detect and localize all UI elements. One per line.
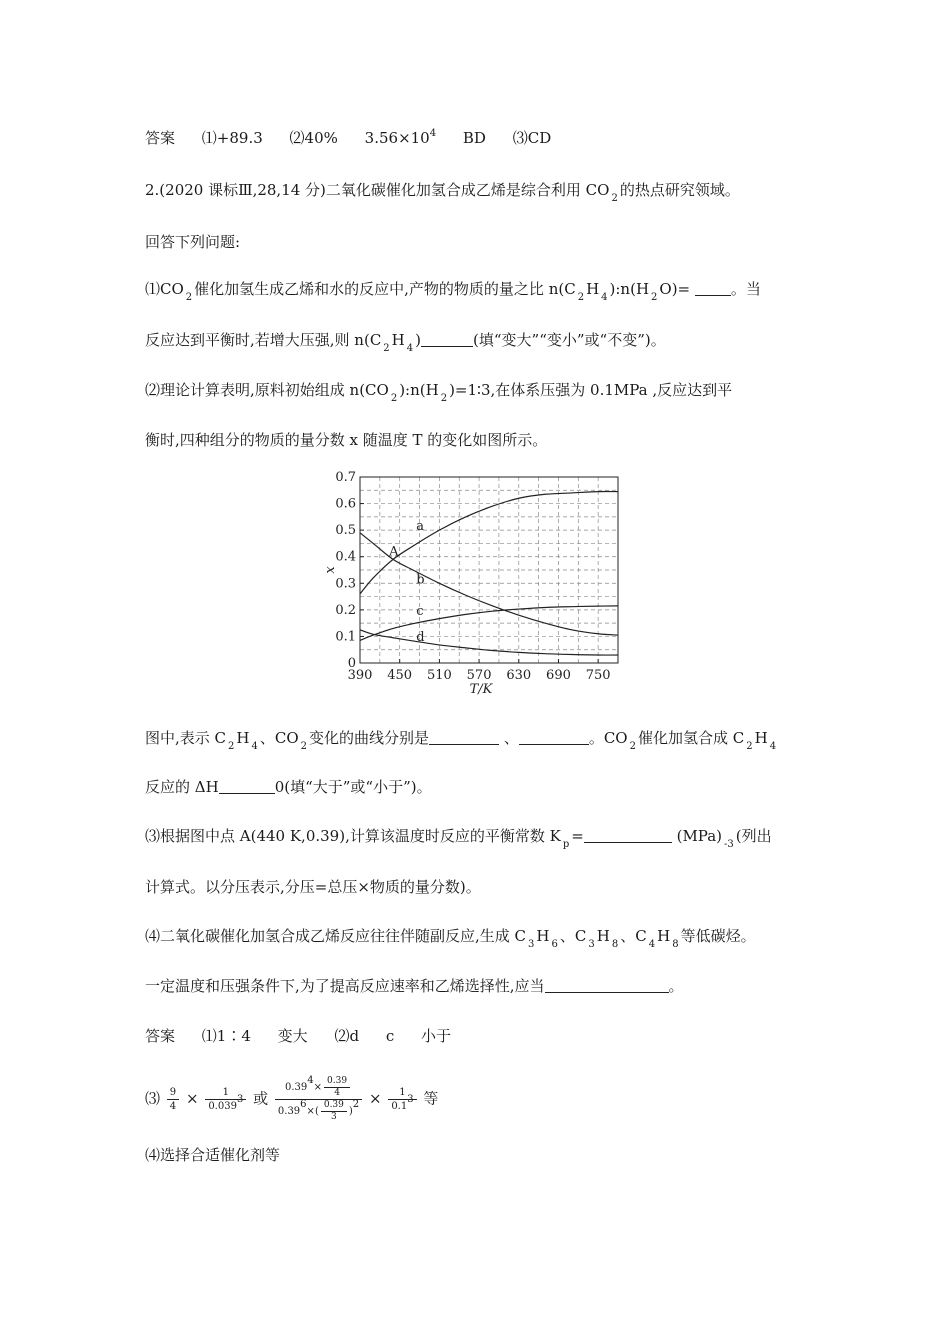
text: ⑶根据图中点 A(440 K,0.39),计算该温度时反应的平衡常数 K — [145, 827, 561, 845]
sub: 3 — [528, 939, 535, 950]
series-label-d: d — [416, 630, 425, 646]
question-prompt: 回答下列问题: — [145, 233, 241, 251]
answer-1 — [145, 128, 551, 151]
sub-question-2-line-1 — [145, 380, 732, 403]
text: 一定温度和压强条件下,为了提高反应速率和乙烯选择性,应当 — [145, 977, 545, 995]
sub: 4 — [601, 292, 608, 303]
intro-text: 2.(2020 课标Ⅲ,28,14 分)二氧化碳催化加氢合成乙烯是综合利用 CO — [145, 181, 610, 199]
sub: 2 — [383, 343, 390, 354]
text: 图中,表示 C — [145, 729, 227, 747]
x-tick-label: 750 — [585, 668, 611, 683]
times: × — [368, 1089, 382, 1108]
y-axis-label: x — [323, 566, 338, 574]
den-exp: 3 — [236, 1094, 244, 1105]
num-text: 0.39 — [285, 1082, 308, 1093]
text: 0(填“大于”或“小于”)。 — [274, 778, 432, 796]
sub: 2 — [629, 741, 636, 752]
answer-blank-curve-co2[interactable] — [519, 728, 589, 745]
sub: 2 — [746, 741, 753, 752]
answer-blank-enthalpy[interactable] — [219, 777, 275, 794]
x-tick-label: 690 — [546, 668, 571, 683]
sub: 2 — [185, 292, 193, 303]
sub: 4 — [406, 343, 414, 354]
fraction-1-over-0039 — [205, 1086, 246, 1113]
sub: 2 — [577, 292, 585, 303]
y-tick-label: 0.7 — [335, 470, 356, 485]
text: 、CO — [259, 729, 299, 747]
y-tick-label: 0.2 — [335, 602, 356, 618]
sub: -3 — [724, 839, 734, 850]
text: ⑵理论计算表明,原料初始组成 n(CO — [145, 381, 389, 399]
answer-part-2b: 3.56×10 — [364, 129, 430, 147]
den-text: 0.1 — [391, 1101, 408, 1112]
text: 催化加氢合成 C — [637, 729, 745, 747]
point-a-label: A — [389, 544, 399, 560]
text: (列出 — [735, 827, 772, 845]
fraction-1-over-01 — [388, 1086, 416, 1113]
text: 反应达到平衡时,若增大压强,则 n(C — [145, 331, 382, 349]
answer-part-1: ⑴+89.3 — [201, 129, 263, 147]
sub-question-4-line-2 — [145, 976, 684, 996]
series-label-a: a — [416, 519, 424, 535]
sub-question-2-line-2: 衡时,四种组分的物质的量分数 x 随温度 T 的变化如图所示。 — [145, 431, 548, 449]
intro-sub: 2 — [611, 193, 618, 204]
answer-part-2b: c — [385, 1027, 395, 1045]
answer-part-1: ⑴1∶4 — [201, 1027, 251, 1045]
text: ⑴CO — [145, 280, 184, 298]
answer-blank-method[interactable] — [545, 976, 669, 993]
sub: 6 — [551, 939, 558, 950]
series-line-b — [360, 533, 618, 635]
text: ):n(H — [399, 381, 439, 399]
sub-question-3-line-1 — [145, 826, 772, 849]
answer-part-2: ⑵40% — [289, 129, 338, 147]
chart-grid — [360, 477, 618, 663]
sub-question-4-line-1 — [145, 926, 756, 949]
inner-den: 4 — [334, 1088, 340, 1098]
series-line-d — [360, 630, 618, 655]
y-tick-label: 0.1 — [335, 629, 356, 645]
den — [205, 1094, 246, 1113]
sub: 4 — [251, 741, 258, 752]
text: H — [391, 331, 405, 349]
sub: 2 — [651, 292, 658, 303]
answer-part-2c: 小于 — [421, 1027, 452, 1045]
answer-blank-kp[interactable] — [584, 826, 672, 843]
question-intro — [145, 180, 740, 203]
sub-question-1-line-1 — [145, 279, 761, 302]
series-line-a — [360, 492, 618, 594]
sub: 2 — [440, 393, 448, 404]
den-exp: 3 — [407, 1094, 414, 1105]
text: 催化加氢生成乙烯和水的反应中,产物的物质的量之比 n(C — [194, 280, 576, 298]
text: 、 — [559, 927, 575, 945]
text: 。CO — [588, 729, 628, 747]
x-tick-label: 390 — [347, 668, 373, 683]
text: 。当 — [730, 280, 761, 298]
answer-part-3: ⑶CD — [512, 129, 552, 147]
sub: 2 — [228, 741, 235, 752]
text: 等 — [423, 1089, 439, 1108]
text: 、 — [620, 927, 636, 945]
text: H — [536, 927, 550, 945]
text: ) — [415, 331, 421, 349]
answer-part-2b-exp: 4 — [429, 128, 437, 139]
text: )=1∶3,在体系压强为 0.1MPa ,反应达到平 — [449, 381, 733, 399]
mole-fraction-chart — [320, 465, 630, 705]
den-pow: 2 — [352, 1099, 360, 1110]
sub: 3 — [588, 939, 595, 950]
text: 等低碳烃。 — [680, 927, 756, 945]
series-label-c: c — [416, 604, 424, 620]
text: (MPa) — [676, 827, 723, 845]
chart-series — [360, 492, 618, 656]
text: 变化的曲线分别是 — [309, 729, 430, 747]
times: × — [306, 1106, 315, 1117]
sub: 4 — [648, 939, 656, 950]
answer-2 — [145, 1026, 451, 1046]
sub-question-2-line-4 — [145, 777, 432, 797]
times: × — [185, 1089, 199, 1108]
answer-blank-curve-c2h4[interactable] — [429, 728, 499, 745]
sub: 8 — [611, 939, 619, 950]
text: 。 — [668, 977, 684, 995]
times: × — [313, 1082, 323, 1093]
intro-text-2: 的热点研究领域。 — [619, 181, 740, 199]
text: O)= — [659, 280, 691, 298]
inner-fraction — [321, 1100, 347, 1123]
inner-fraction — [324, 1076, 350, 1099]
sub: p — [562, 839, 570, 850]
num — [275, 1076, 362, 1100]
text: 反应的 ΔH — [145, 778, 219, 796]
sub-question-1-line-2 — [145, 330, 666, 353]
den: 0.396×( $\frac{0.39}{3}$ )2 — [277, 1099, 360, 1122]
answer-blank-change[interactable] — [421, 330, 473, 347]
text: C — [574, 927, 587, 945]
sub-question-2-line-3 — [145, 728, 778, 751]
num: 1 — [388, 1086, 416, 1100]
or: 或 — [253, 1089, 269, 1108]
text: H — [754, 729, 768, 747]
inner-num: 0.39 — [324, 1076, 350, 1088]
y-tick-label: 0.6 — [335, 496, 356, 512]
fraction-complex — [275, 1076, 362, 1123]
x-tick-label: 630 — [506, 668, 532, 683]
inner-den: 3 — [331, 1112, 337, 1122]
den — [388, 1094, 416, 1113]
text: H — [586, 280, 600, 298]
y-tick-label: 0 — [347, 656, 356, 671]
num-exp: 4 — [307, 1075, 314, 1086]
answer-label: 答案 — [145, 129, 176, 147]
sub: 2 — [390, 393, 398, 404]
text: H — [596, 927, 610, 945]
chart-labels — [388, 519, 424, 645]
den-exp: 6 — [300, 1099, 307, 1110]
y-tick-label: 0.5 — [335, 523, 356, 539]
answer-part-3-formula — [145, 1076, 438, 1123]
den-text: 0.039 — [208, 1101, 237, 1112]
text: 、 — [503, 729, 519, 747]
text: = — [571, 827, 584, 845]
answer-part-1b: 变大 — [277, 1027, 308, 1045]
text: ):n(H — [609, 280, 650, 298]
y-tick-label: 0.4 — [335, 549, 356, 565]
answer-part-2: ⑵d — [334, 1027, 360, 1045]
text: H — [657, 927, 671, 945]
num: 9 — [167, 1086, 179, 1100]
text: ⑶ — [145, 1089, 161, 1108]
den-text: 0.39 — [277, 1106, 301, 1117]
den: 4 — [169, 1101, 177, 1112]
sub: 2 — [300, 741, 308, 752]
text: ⑷二氧化碳催化加氢合成乙烯反应往往伴随副反应,生成 C — [145, 927, 527, 945]
x-tick-label: 510 — [426, 668, 452, 683]
answer-blank-ratio[interactable] — [695, 279, 731, 296]
inner-num: 0.39 — [321, 1100, 347, 1112]
sub: 4 — [769, 741, 777, 752]
x-axis-label: T/K — [469, 682, 493, 697]
answer-part-2c: BD — [462, 129, 486, 147]
x-tick-label: 450 — [387, 668, 413, 683]
text: C — [635, 927, 647, 945]
series-label-b: b — [416, 572, 425, 588]
text: (填“变大”“变小”或“不变”)。 — [473, 331, 666, 349]
fraction-9-4 — [167, 1086, 179, 1113]
answer-label: 答案 — [145, 1027, 176, 1045]
num: 1 — [205, 1086, 246, 1100]
answer-part-4: ⑷选择合适催化剂等 — [145, 1146, 281, 1164]
text: H — [236, 729, 250, 747]
y-tick-label: 0.3 — [335, 576, 356, 592]
sub-question-3-line-2: 计算式。以分压表示,分压=总压×物质的量分数)。 — [145, 878, 481, 896]
x-tick-label: 570 — [466, 668, 492, 683]
sub: 8 — [672, 939, 679, 950]
